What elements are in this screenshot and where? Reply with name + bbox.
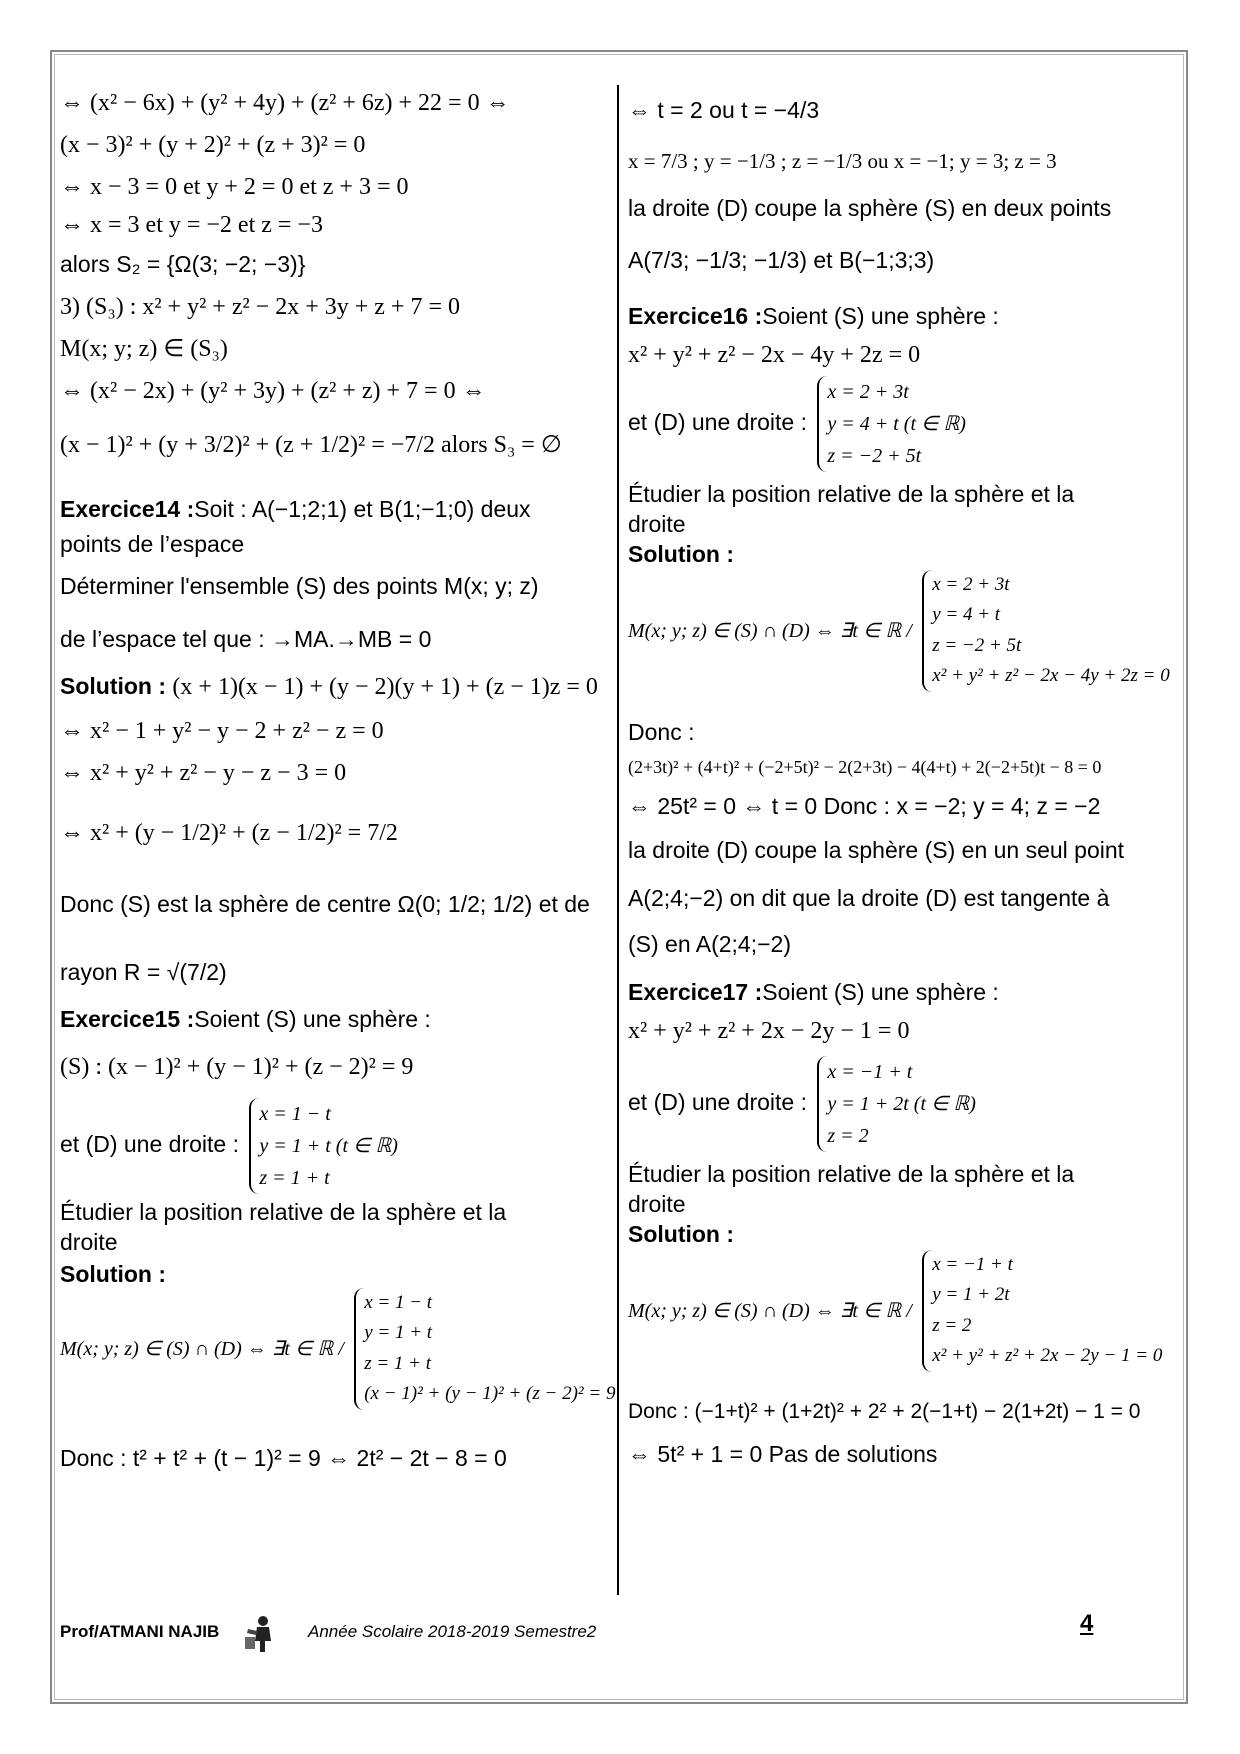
- solution-system: [60, 1288, 615, 1410]
- system-row: x = 2 + 3t: [827, 381, 909, 403]
- column-divider: [617, 85, 619, 1595]
- footer-author: Prof/ATMANI NAJIB: [60, 1622, 220, 1641]
- equation-system: [249, 1098, 398, 1194]
- exercise-14-heading: [60, 495, 531, 525]
- system-row: z = 2: [827, 1125, 869, 1147]
- system-row: x = 2 + 3t: [932, 574, 1010, 595]
- system-row: y = 1 + t (t ∈ ℝ): [259, 1135, 398, 1157]
- exercise-17-heading: [628, 978, 999, 1008]
- equation-line: ⇔ x² + y² + z² − y − z − 3 = 0: [60, 760, 347, 786]
- equation-line: (S) : (x − 1)² + (y − 1)² + (z − 2)² = 9: [60, 1054, 414, 1080]
- exercise-title: Exercice17 :: [628, 979, 763, 1005]
- solution-label: Donc :: [628, 719, 695, 745]
- exercise-15-heading: [60, 1005, 431, 1035]
- equation: (x + 1)(x − 1) + (y − 2)(y + 1) + (z − 1)z = 0: [172, 674, 598, 700]
- solution-label: Solution :: [628, 1221, 735, 1247]
- equation-line: x² + y² + z² − 2x − 4y + 2z = 0: [628, 342, 921, 368]
- system-row: y = 1 + t: [364, 1322, 433, 1344]
- solution-line: [60, 672, 598, 703]
- solution-label: Solution :: [60, 673, 167, 699]
- system-row: x² + y² + z² − 2x − 4y + 2z = 0: [932, 665, 1170, 687]
- exercise-statement: Déterminer l'ensemble (S) des points M(x; y; z): [60, 573, 539, 599]
- solution-label: Solution :: [60, 1261, 167, 1287]
- page-number: 4: [1080, 1610, 1094, 1637]
- exercise-title: Exercice15 :: [60, 1006, 195, 1032]
- system-lhs: M(x; y; z) ∈ (S) ∩ (D) ⇔ ∃t ∈ ℝ /: [628, 619, 912, 642]
- system-row: z = 1 + t: [364, 1352, 432, 1374]
- equation-line: x² + y² + z² + 2x − 2y − 1 = 0: [628, 1018, 910, 1044]
- system-row: y = 1 + 2t (t ∈ ℝ): [827, 1093, 976, 1115]
- system-row: (x − 1)² + (y − 1)² + (z − 2)² = 9: [364, 1383, 616, 1405]
- solution-system: [628, 1250, 1162, 1372]
- equation-line: la droite (D) coupe la sphère (S) en un seul point: [628, 837, 1125, 863]
- exercise-16-heading: [628, 302, 999, 332]
- exercise-statement: de l’espace tel que : →MA.→MB = 0: [60, 626, 432, 652]
- equation-line: alors S₂ = {Ω(3; −2; −3)}: [60, 251, 306, 277]
- line-definition: [60, 1098, 398, 1194]
- equation-line: ⇔ x − 3 = 0 et y + 2 = 0 et z + 3 = 0: [60, 174, 409, 200]
- equation-line: A(7/3; −1/3; −1/3) et B(−1;3;3): [628, 247, 935, 273]
- solution-system: [628, 570, 1170, 692]
- equation-line: ⇔ t = 2 ou t = −4/3: [628, 97, 820, 123]
- equation-line: ⇔ x = 3 et y = −2 et z = −3: [60, 212, 323, 238]
- system-row: x = −1 + t: [827, 1061, 913, 1083]
- equation-system: [922, 570, 1170, 692]
- equation-line: ⇔ (x² − 6x) + (y² + 4y) + (z² + 6z) + 22 = 0 ⇔: [60, 90, 510, 116]
- system-row: z = −2 + 5t: [827, 445, 922, 467]
- exercise-statement: Étudier la position relative de la sphère et la: [628, 481, 1075, 507]
- line-definition: [628, 1056, 976, 1152]
- exercise-title: Exercice14 :: [60, 496, 195, 522]
- line-label: et (D) une droite :: [628, 409, 807, 436]
- exercise-statement: droite: [628, 511, 686, 537]
- system-row: x = −1 + t: [932, 1254, 1013, 1275]
- equation-line: (S) en A(2;4;−2): [628, 931, 791, 957]
- system-row: y = 4 + t: [932, 604, 1001, 626]
- equation-line: Donc : t² + t² + (t − 1)² = 9 ⇔ 2t² − 2t − 8 = 0: [60, 1445, 507, 1471]
- equation-line: (x − 3)² + (y + 2)² + (z + 3)² = 0: [60, 132, 366, 158]
- line-label: et (D) une droite :: [60, 1131, 239, 1158]
- system-lhs: M(x; y; z) ∈ (S) ∩ (D) ⇔ ∃t ∈ ℝ /: [60, 1337, 344, 1360]
- equation-line: (2+3t)² + (4+t)² + (−2+5t)² − 2(2+3t) − 4(4+t) + 2(−2+5t)t − 8 = 0: [628, 757, 1102, 777]
- line-label: et (D) une droite :: [628, 1089, 807, 1116]
- system-row: y = 1 + 2t: [932, 1284, 1010, 1306]
- teacher-figure-icon: [243, 1615, 277, 1653]
- line-definition: [628, 376, 966, 472]
- equation-line: ⇔ x² − 1 + y² − y − 2 + z² − z = 0: [60, 718, 384, 744]
- equation-line: 3) (S₃) : x² + y² + z² − 2x + 3y + z + 7 = 0: [60, 294, 460, 320]
- exercise-statement: droite: [60, 1229, 118, 1255]
- system-row: z = −2 + 5t: [932, 634, 1022, 656]
- exercise-title: Exercice16 :: [628, 303, 763, 329]
- equation-line: ⇔ 25t² = 0 ⇔ t = 0 Donc : x = −2; y = 4; z = −2: [628, 793, 1101, 819]
- equation-system: [817, 1056, 976, 1152]
- exercise-statement: Soient (S) une sphère :: [194, 1006, 431, 1032]
- solution-label: Solution :: [628, 541, 735, 567]
- equation-line: x = 7/3 ; y = −1/3 ; z = −1/3 ou x = −1; y = 3; z = 3: [628, 149, 1057, 173]
- equation-system: [354, 1288, 615, 1410]
- equation-line: ⇔ (x² − 2x) + (y² + 3y) + (z² + z) + 7 = 0 ⇔: [60, 378, 486, 404]
- system-row: x² + y² + z² + 2x − 2y − 1 = 0: [932, 1345, 1163, 1367]
- equation-line: (x − 1)² + (y + 3/2)² + (z + 1/2)² = −7/2 alors S₃ = ∅: [60, 432, 562, 458]
- system-lhs: M(x; y; z) ∈ (S) ∩ (D) ⇔ ∃t ∈ ℝ /: [628, 1299, 912, 1322]
- exercise-statement: Soient (S) une sphère :: [762, 979, 999, 1005]
- equation-line: Donc (S) est la sphère de centre Ω(0; 1/2; 1/2) et de: [60, 891, 590, 917]
- footer-school-year: Année Scolaire 2018-2019 Semestre2: [308, 1622, 597, 1641]
- exercise-statement: Soient (S) une sphère :: [762, 303, 999, 329]
- equation-line: ⇔ 5t² + 1 = 0 Pas de solutions: [628, 1441, 938, 1467]
- equation-system: [817, 376, 966, 472]
- system-row: z = 2: [932, 1314, 972, 1336]
- system-row: x = 1 − t: [364, 1292, 433, 1313]
- equation-line: ⇔ x² + (y − 1/2)² + (z − 1/2)² = 7/2: [60, 820, 398, 846]
- exercise-statement: points de l’espace: [60, 531, 245, 557]
- exercise-statement: droite: [628, 1191, 686, 1217]
- system-row: y = 4 + t (t ∈ ℝ): [827, 413, 966, 435]
- equation-line: la droite (D) coupe la sphère (S) en deux points: [628, 195, 1112, 221]
- system-row: x = 1 − t: [259, 1103, 331, 1125]
- equation-line: Donc : (−1+t)² + (1+2t)² + 2² + 2(−1+t) − 2(1+2t) − 1 = 0: [628, 1400, 1141, 1423]
- equation-line: M(x; y; z) ∈ (S₃): [60, 336, 228, 362]
- equation-line: A(2;4;−2) on dit que la droite (D) est tangente à: [628, 885, 1110, 911]
- exercise-statement: Étudier la position relative de la sphère et la: [60, 1199, 507, 1225]
- equation-line: rayon R = √(7/2): [60, 959, 227, 985]
- equation-system: [922, 1250, 1162, 1372]
- exercise-statement: Soit : A(−1;2;1) et B(1;−1;0) deux: [194, 496, 531, 522]
- system-row: z = 1 + t: [259, 1167, 330, 1189]
- exercise-statement: Étudier la position relative de la sphère et la: [628, 1161, 1075, 1187]
